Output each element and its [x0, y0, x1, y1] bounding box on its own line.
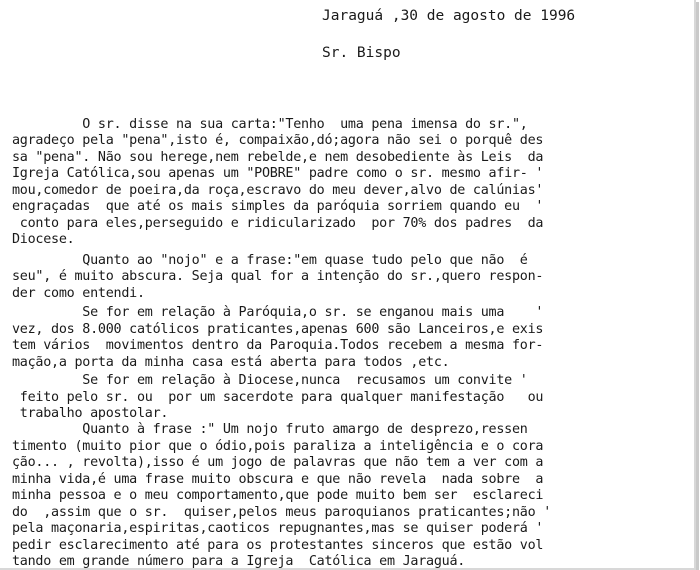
letter-line: O sr. disse na sua carta:"Tenho uma pena imensa do sr.", [12, 117, 528, 132]
letter-line: feito pelo sr. ou por um sacerdote para qualquer manifestação ou [12, 390, 544, 405]
letter-line: timento (muito pior que o ódio,pois paraliza a inteligência e o cora [12, 439, 544, 454]
letter-line: seu", é muito abscura. Seja qual for a intenção do sr.,quero respon- [12, 269, 544, 284]
letter-line: tem vários movimentos dentro da Paroquia.Todos recebem a mesma for- [12, 338, 544, 353]
letter-line: pedir esclarecimento até para os protestantes sinceros que estão vol [12, 538, 544, 553]
letter-line: vez, dos 8.000 católicos praticantes,apenas 600 são Lanceiros,e exis [12, 322, 544, 337]
letter-line: minha pessoa e o meu comportamento,que pode muito bem ser esclareci [12, 488, 544, 503]
letter-line: Diocese. [12, 232, 75, 247]
letter-line: sa "pena". Não sou herege,nem rebelde,e nem desobediente às Leis da [12, 150, 544, 165]
letter-line: Quanto à frase :" Um nojo fruto amargo de desprezo,ressen [12, 422, 528, 437]
letter-line: tando em grande número para a Igreja Católica em Jaraguá. [12, 554, 466, 569]
letter-line: mou,comedor de poeira,da roça,escravo do meu dever,alvo de calúnias' [12, 183, 544, 198]
letter-line: Igreja Católica,sou apenas um "POBRE" padre como o sr. mesmo afir- ' [12, 166, 544, 181]
letter-line: ção... , revolta),isso é um jogo de palavras que não tem a ver com a [12, 455, 544, 470]
letter-line: agradeço pela "pena",isto é, compaixão,dó;agora não sei o porquê des [12, 133, 544, 148]
letter-salutation: Sr. Bispo [322, 45, 401, 61]
letter-line: do ,assim que o sr. quiser,pelos meus paroquianos praticantes;não ' [12, 505, 552, 520]
letter-line: mação,a porta da minha casa está aberta para todos ,etc. [12, 355, 450, 370]
letter-line: pela maçonaria,espiritas,caoticos repugnantes,mas se quiser poderá ' [12, 521, 544, 536]
letter-line: minha vida,é uma frase muito obscura e que não revela nada sobre a [12, 472, 544, 487]
letter-line: conto para eles,perseguido e ridicularizado por 70% dos padres da [12, 216, 544, 231]
letter-line: engraçadas que até os mais simples da paróquia sorriem quando eu ' [12, 199, 544, 214]
letter-line: trabalho apostolar. [12, 406, 169, 421]
letter-line: Se for em relação à Paróquia,o sr. se enganou mais uma ' [12, 305, 544, 320]
letter-line: Se for em relação à Diocese,nunca recusamos um convite ' [12, 373, 528, 388]
letter-line: der como entendi. [12, 286, 145, 301]
letter-date-line: Jaraguá ,30 de agosto de 1996 [322, 8, 576, 24]
letter-line: Quanto ao "nojo" e a frase:"em quase tudo pelo que não é [12, 253, 528, 268]
